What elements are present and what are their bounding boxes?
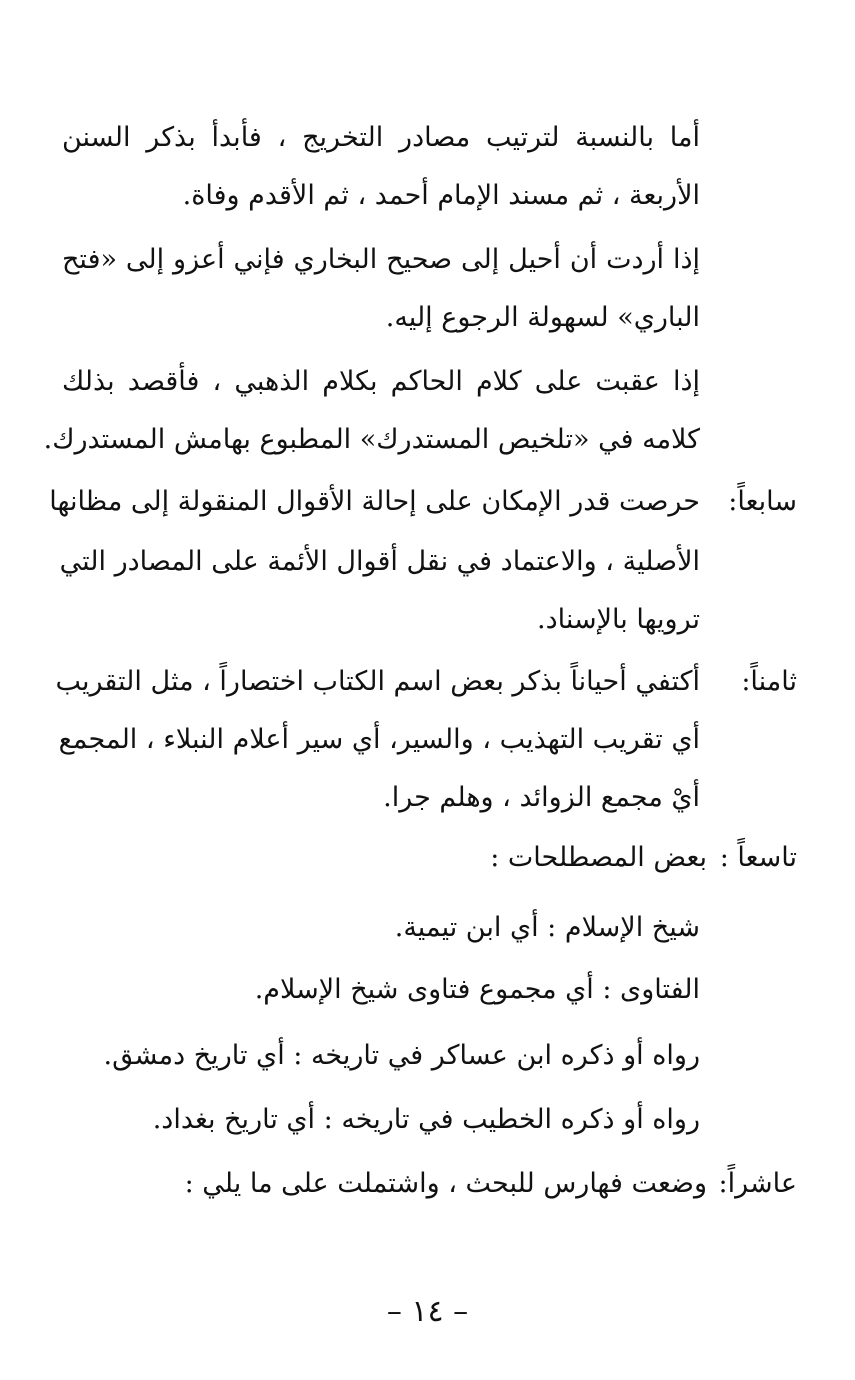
paragraph-line: أكتفي أحياناً بذكر بعض اسم الكتاب اختصاراً ، مثل التقريب <box>55 666 700 697</box>
paragraph-line: ترويها بالإسناد. <box>537 604 700 635</box>
paragraph-line: حرصت قدر الإمكان على إحالة الأقوال المنقولة إلى مظانها <box>49 486 700 517</box>
item-label-seventh: سابعاً: <box>728 486 797 517</box>
item-label-eighth: ثامناً: <box>741 666 797 697</box>
section-heading: بعض المصطلحات : <box>490 842 707 873</box>
paragraph-line: كلامه في «تلخيص المستدرك» المطبوع بهامش المستدرك. <box>43 424 700 455</box>
paragraph-line: الأصلية ، والاعتماد في نقل أقوال الأئمة على المصادر التي <box>59 546 700 577</box>
term-definition: الفتاوى : أي مجموع فتاوى شيخ الإسلام. <box>254 974 700 1005</box>
term-definition: شيخ الإسلام : أي ابن تيمية. <box>394 912 700 943</box>
term-definition: رواه أو ذكره ابن عساكر في تاريخه : أي تاريخ دمشق. <box>103 1040 700 1071</box>
paragraph-line: الباري» لسهولة الرجوع إليه. <box>385 302 700 333</box>
paragraph-line: أما بالنسبة لترتيب مصادر التخريج ، فأبدأ بذكر السنن <box>62 122 700 153</box>
item-label-tenth: عاشراً: <box>718 1168 797 1199</box>
page-number: – ١٤ – <box>386 1294 469 1329</box>
paragraph-line: أي تقريب التهذيب ، والسير، أي سير أعلام النبلاء ، المجمع <box>58 724 700 755</box>
item-label-ninth: تاسعاً : <box>719 842 797 873</box>
paragraph-line: أيْ مجمع الزوائد ، وهلم جرا. <box>383 782 700 813</box>
paragraph-line: إذا عقبت على كلام الحاكم بكلام الذهبي ، فأقصد بذلك <box>62 366 700 397</box>
paragraph-line: الأربعة ، ثم مسند الإمام أحمد ، ثم الأقدم وفاة. <box>182 180 700 211</box>
paragraph-line: وضعت فهارس للبحث ، واشتملت على ما يلي : <box>184 1168 707 1199</box>
paragraph-line: إذا أردت أن أحيل إلى صحيح البخاري فإني أعزو إلى «فتح <box>62 244 700 275</box>
term-definition: رواه أو ذكره الخطيب في تاريخه : أي تاريخ بغداد. <box>152 1104 700 1135</box>
